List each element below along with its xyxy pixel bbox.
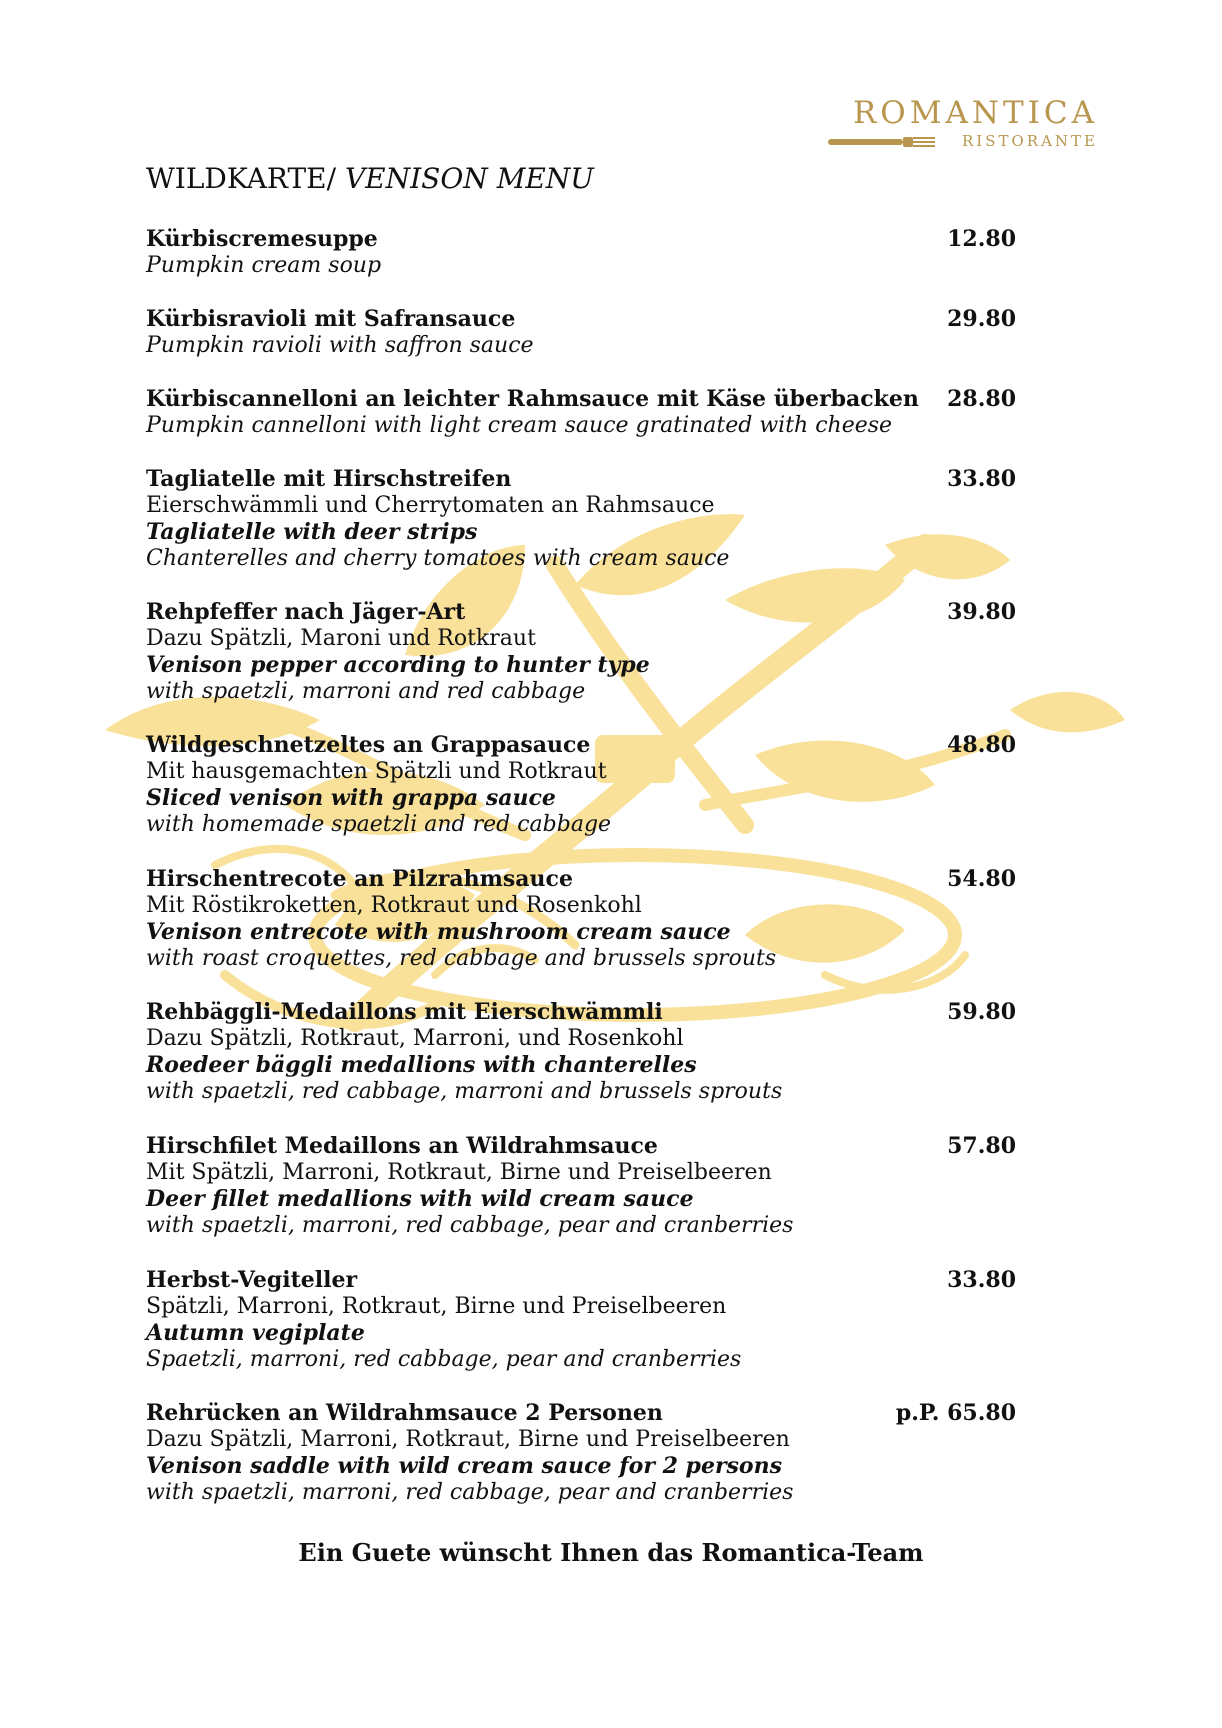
item-price: 54.80 bbox=[947, 866, 1016, 892]
item-en-desc: Pumpkin cream soup bbox=[146, 252, 382, 278]
item-desc: Spätzli, Marroni, Rotkraut, Birne und Preiselbeeren bbox=[146, 1293, 727, 1319]
closing-greeting: Ein Guete wünscht Ihnen das Romantica-Team bbox=[298, 1538, 924, 1567]
item-en-name: Venison entrecote with mushroom cream sauce bbox=[146, 919, 731, 946]
item-price: 33.80 bbox=[947, 466, 1016, 492]
item-desc: Dazu Spätzli, Rotkraut, Marroni, und Rosenkohl bbox=[146, 1025, 684, 1051]
item-en-desc: Pumpkin ravioli with saffron sauce bbox=[146, 332, 534, 358]
item-name: Kürbiscannelloni an leichter Rahmsauce mit Käse überbacken bbox=[146, 386, 919, 412]
item-en-desc: with roast croquettes, red cabbage and brussels sprouts bbox=[146, 946, 777, 972]
logo-main-text: ROMANTICA bbox=[852, 95, 1098, 131]
item-name: Rehpfeffer nach Jäger-Art bbox=[146, 599, 466, 625]
menu-item bbox=[146, 1267, 1016, 1374]
menu-item bbox=[146, 1133, 1016, 1240]
item-price: 12.80 bbox=[947, 226, 1016, 252]
menu-item bbox=[146, 866, 1016, 973]
item-price: 29.80 bbox=[947, 306, 1016, 332]
item-en-name: Venison pepper according to hunter type bbox=[146, 652, 650, 679]
item-name: Hirschentrecote an Pilzrahmsauce bbox=[146, 866, 573, 892]
item-price: p.P. 65.80 bbox=[895, 1400, 1016, 1426]
menu-item bbox=[146, 732, 1016, 839]
item-name: Wildgeschnetzeltes an Grappasauce bbox=[146, 732, 591, 758]
item-desc: Mit Spätzli, Marroni, Rotkraut, Birne und Preiselbeeren bbox=[146, 1159, 772, 1185]
item-desc: Dazu Spätzli, Maroni und Rotkraut bbox=[146, 625, 536, 651]
menu-item bbox=[146, 599, 1016, 706]
item-name: Tagliatelle mit Hirschstreifen bbox=[146, 466, 512, 492]
item-desc: Eierschwämmli und Cherrytomaten an Rahmsauce bbox=[146, 492, 715, 518]
item-name: Kürbisravioli mit Safransauce bbox=[146, 306, 516, 332]
item-desc: Mit hausgemachten Spätzli und Rotkraut bbox=[146, 758, 607, 784]
item-en-desc: with spaetzli, marroni, red cabbage, pear and cranberries bbox=[146, 1213, 794, 1239]
menu-item bbox=[146, 306, 1016, 359]
item-en-desc: Spaetzli, marroni, red cabbage, pear and cranberries bbox=[146, 1347, 742, 1373]
restaurant-logo bbox=[826, 95, 1106, 154]
title-de: WILDKARTE/ bbox=[146, 162, 337, 195]
menu-item bbox=[146, 1400, 1016, 1507]
item-en-name: Roedeer bäggli medallions with chanterelles bbox=[146, 1052, 697, 1079]
page-title bbox=[146, 162, 594, 196]
item-en-name: Sliced venison with grappa sauce bbox=[146, 785, 556, 812]
item-en-desc: with spaetzli, red cabbage, marroni and brussels sprouts bbox=[146, 1079, 783, 1105]
item-en-name: Venison saddle with wild cream sauce for 2 persons bbox=[146, 1453, 782, 1480]
item-price: 33.80 bbox=[947, 1267, 1016, 1293]
item-en-desc: with homemade spaetzli and red cabbage bbox=[146, 812, 612, 838]
item-name: Herbst-Vegiteller bbox=[146, 1267, 358, 1293]
item-en-desc: Chanterelles and cherry tomatoes with cream sauce bbox=[146, 546, 730, 572]
item-en-desc: with spaetzli, marroni, red cabbage, pear and cranberries bbox=[146, 1480, 794, 1506]
item-en-name: Tagliatelle with deer strips bbox=[146, 519, 478, 546]
item-name: Rehrücken an Wildrahmsauce 2 Personen bbox=[146, 1400, 663, 1426]
item-price: 57.80 bbox=[947, 1133, 1016, 1159]
logo-sub-text: RISTORANTE bbox=[961, 132, 1098, 150]
menu-item bbox=[146, 999, 1016, 1106]
menu-item bbox=[146, 466, 1016, 573]
item-price: 59.80 bbox=[947, 999, 1016, 1025]
item-name: Kürbiscremesuppe bbox=[146, 226, 378, 252]
item-en-name: Deer fillet medallions with wild cream sauce bbox=[146, 1186, 694, 1213]
menu-item bbox=[146, 226, 1016, 279]
item-name: Hirschfilet Medaillons an Wildrahmsauce bbox=[146, 1133, 658, 1159]
item-price: 39.80 bbox=[947, 599, 1016, 625]
menu-item bbox=[146, 386, 1016, 439]
item-en-desc: Pumpkin cannelloni with light cream sauce gratinated with cheese bbox=[146, 412, 893, 438]
item-desc: Mit Röstikroketten, Rotkraut und Rosenkohl bbox=[146, 892, 642, 918]
item-en-desc: with spaetzli, marroni and red cabbage bbox=[146, 679, 586, 705]
title-en: VENISON MENU bbox=[344, 162, 594, 195]
item-price: 48.80 bbox=[947, 732, 1016, 758]
item-price: 28.80 bbox=[947, 386, 1016, 412]
item-desc: Dazu Spätzli, Marroni, Rotkraut, Birne und Preiselbeeren bbox=[146, 1426, 790, 1452]
item-name: Rehbäggli-Medaillons mit Eierschwämmli bbox=[146, 999, 663, 1025]
item-en-name: Autumn vegiplate bbox=[146, 1320, 365, 1347]
